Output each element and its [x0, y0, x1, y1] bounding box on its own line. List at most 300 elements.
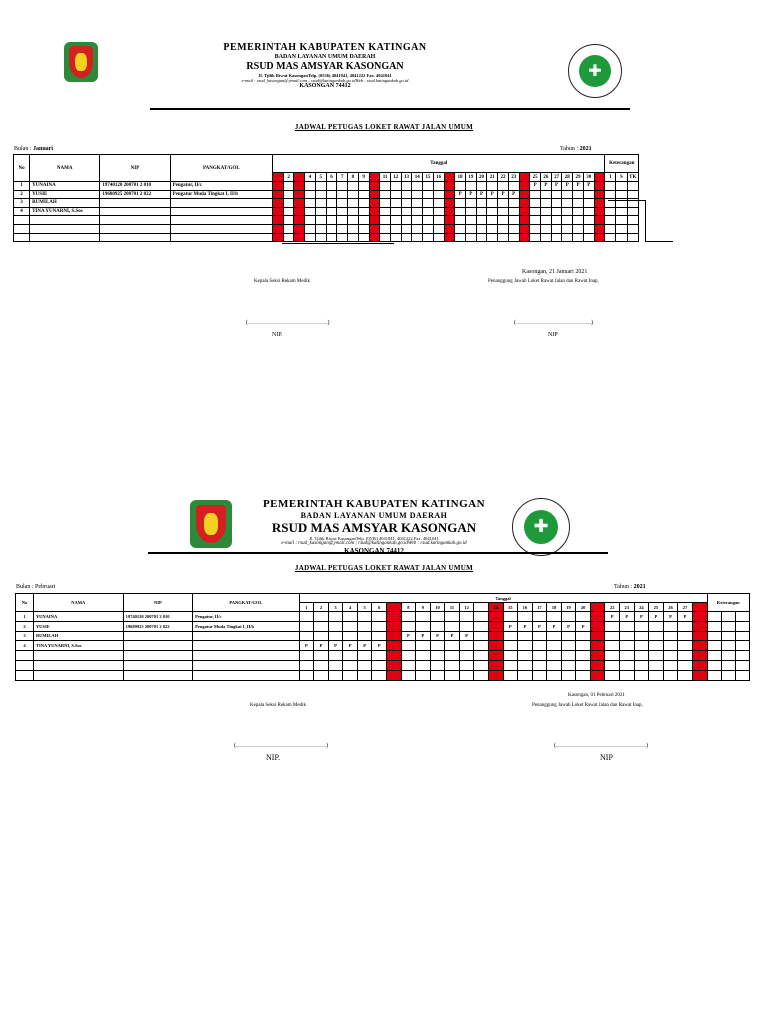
day-cell	[343, 612, 358, 622]
day-cell	[530, 216, 541, 225]
keterangan-cell	[721, 641, 735, 651]
signer-right-title: Penanggung Jawab Loket Rawat Jalan dan Rawat Inap,	[488, 279, 599, 284]
day-cell	[387, 631, 402, 641]
day-cell: P	[343, 641, 358, 651]
day-cell	[348, 207, 359, 216]
keterangan-cell	[627, 182, 639, 191]
day-cell	[663, 651, 678, 661]
cell-nip	[100, 199, 170, 208]
day-cell	[369, 216, 380, 225]
day-cell	[519, 190, 530, 199]
keterangan-cell	[616, 182, 627, 191]
day-cell	[465, 216, 476, 225]
day-cell	[430, 670, 445, 680]
day-cell	[433, 233, 444, 242]
day-cell	[326, 182, 337, 191]
katingan-regency-logo	[64, 42, 98, 82]
cell-pangkat	[193, 651, 300, 661]
day-cell	[590, 612, 605, 622]
day-cell	[634, 651, 649, 661]
cell-nama	[33, 670, 123, 680]
keterangan-cell	[707, 641, 721, 651]
day-cell	[590, 621, 605, 631]
day-cell	[620, 641, 635, 651]
cell-no: 2	[14, 190, 30, 199]
day-cell	[305, 216, 316, 225]
signer-right-nip: NIP	[548, 332, 558, 338]
day-cell	[337, 190, 348, 199]
day-cell	[315, 190, 326, 199]
day-cell	[294, 233, 305, 242]
day-cell	[573, 190, 584, 199]
day-cell	[358, 207, 369, 216]
day-cell	[412, 207, 423, 216]
cell-nip	[123, 651, 193, 661]
day-cell	[519, 233, 530, 242]
day-cell	[530, 233, 541, 242]
day-cell	[498, 182, 509, 191]
day-cell	[532, 641, 547, 651]
day-cell	[358, 190, 369, 199]
day-cell	[343, 621, 358, 631]
day-cell	[474, 621, 489, 631]
day-cell	[678, 670, 693, 680]
table-row	[16, 612, 750, 622]
day-header: 6	[372, 603, 387, 612]
day-cell	[519, 207, 530, 216]
cell-pangkat	[193, 670, 300, 680]
day-header: 4	[305, 173, 316, 182]
day-cell	[357, 621, 372, 631]
day-cell: P	[532, 621, 547, 631]
day-cell	[488, 670, 503, 680]
day-cell	[390, 224, 401, 233]
cell-nip	[100, 207, 170, 216]
day-cell	[294, 190, 305, 199]
day-cell	[541, 190, 552, 199]
letterhead-agency: BADAN LAYANAN UMUM DAERAH	[274, 53, 376, 60]
day-cell	[678, 651, 693, 661]
day-cell	[412, 182, 423, 191]
day-cell	[498, 216, 509, 225]
table-row	[16, 641, 750, 651]
col-header-nama: NAMA	[33, 594, 123, 612]
day-header: 23	[620, 603, 635, 612]
day-cell	[487, 216, 498, 225]
day-cell	[358, 182, 369, 191]
keterangan-cell	[735, 631, 749, 641]
day-cell	[547, 641, 562, 651]
day-cell	[551, 224, 562, 233]
cell-nama: YUNAINA	[33, 612, 123, 622]
keterangan-cell	[616, 190, 627, 199]
day-cell	[594, 216, 605, 225]
day-cell	[573, 207, 584, 216]
day-cell	[455, 199, 466, 208]
day-cell	[692, 660, 707, 670]
day-cell	[283, 233, 294, 242]
col-header-pangkat: PANGKAT/GOL	[193, 594, 300, 612]
cell-pangkat: Pengatur Muda Tingkat I, II/b	[170, 190, 272, 199]
day-header: 12	[390, 173, 401, 182]
day-cell	[663, 641, 678, 651]
keterangan-cell	[605, 190, 616, 199]
day-cell	[326, 207, 337, 216]
day-cell: P	[299, 641, 314, 651]
day-header: 18	[455, 173, 466, 182]
day-cell	[315, 224, 326, 233]
day-cell	[294, 207, 305, 216]
day-cell	[605, 641, 620, 651]
day-cell	[401, 670, 416, 680]
day-cell	[551, 216, 562, 225]
cell-nama	[30, 216, 100, 225]
day-cell	[583, 190, 594, 199]
day-cell	[430, 651, 445, 661]
day-cell	[416, 651, 431, 661]
day-cell	[561, 631, 576, 641]
keterangan-cell	[627, 190, 639, 199]
keterangan-cell	[721, 651, 735, 661]
keterangan-header: TK	[627, 173, 639, 182]
day-cell	[594, 182, 605, 191]
day-cell	[518, 651, 533, 661]
signer-left-name: (………………………………………)	[234, 743, 328, 749]
day-cell	[299, 612, 314, 622]
day-header	[594, 173, 605, 182]
day-cell	[583, 207, 594, 216]
table-row	[16, 651, 750, 661]
day-cell	[488, 621, 503, 631]
day-header: 16	[433, 173, 444, 182]
day-cell	[620, 660, 635, 670]
col-header-keterangan: Keterangan	[707, 594, 749, 612]
day-cell	[401, 641, 416, 651]
day-cell	[465, 233, 476, 242]
day-cell	[590, 651, 605, 661]
day-cell	[433, 224, 444, 233]
schedule-table	[15, 593, 750, 681]
day-header: 14	[412, 173, 423, 182]
signer-right-name: (………………………………..)	[514, 320, 593, 326]
day-cell	[459, 660, 474, 670]
day-cell	[423, 207, 434, 216]
day-cell: P	[476, 190, 487, 199]
keterangan-cell	[735, 621, 749, 631]
day-cell	[455, 233, 466, 242]
day-cell	[649, 631, 664, 641]
schedule-title: JADWAL PETUGAS LOKET RAWAT JALAN UMUM	[294, 564, 474, 572]
day-header	[474, 603, 489, 612]
day-header	[519, 173, 530, 182]
cell-nama: RUMILAH	[33, 631, 123, 641]
day-cell	[401, 612, 416, 622]
keterangan-cell	[605, 216, 616, 225]
day-cell	[401, 233, 412, 242]
day-cell	[487, 224, 498, 233]
day-cell	[283, 207, 294, 216]
year-label: Tahun : 2021	[614, 584, 646, 590]
day-cell	[444, 190, 455, 199]
day-cell	[532, 631, 547, 641]
day-cell	[348, 182, 359, 191]
day-cell	[401, 224, 412, 233]
day-header: 1	[299, 603, 314, 612]
day-cell	[283, 199, 294, 208]
day-cell	[283, 182, 294, 191]
keterangan-cell	[707, 651, 721, 661]
day-cell	[692, 641, 707, 651]
day-cell	[401, 182, 412, 191]
cell-no: 3	[16, 631, 34, 641]
schedule-page-february	[0, 488, 768, 938]
day-cell	[590, 670, 605, 680]
day-cell	[294, 199, 305, 208]
day-cell	[358, 216, 369, 225]
day-cell: P	[503, 621, 518, 631]
day-cell	[561, 612, 576, 622]
day-cell	[315, 216, 326, 225]
day-cell	[519, 182, 530, 191]
day-cell	[583, 216, 594, 225]
day-header	[273, 173, 284, 182]
day-cell	[459, 651, 474, 661]
day-cell	[576, 641, 591, 651]
day-cell	[444, 224, 455, 233]
keterangan-cell	[605, 233, 616, 242]
day-cell	[348, 224, 359, 233]
day-cell	[551, 233, 562, 242]
letterhead-government: PEMERINTAH KABUPATEN KATINGAN	[223, 42, 427, 53]
annotation-line	[645, 241, 673, 242]
table-row	[16, 631, 750, 641]
day-cell	[594, 199, 605, 208]
table-row	[14, 207, 639, 216]
day-header	[444, 173, 455, 182]
day-cell	[518, 612, 533, 622]
day-cell	[387, 612, 402, 622]
cell-nip	[123, 641, 193, 651]
day-header: 2	[314, 603, 329, 612]
cell-no: 1	[14, 182, 30, 191]
day-header: 8	[348, 173, 359, 182]
month-label: Bulan : Pebruari	[16, 584, 56, 590]
keterangan-cell	[721, 670, 735, 680]
day-cell: P	[583, 182, 594, 191]
day-cell	[530, 224, 541, 233]
day-cell	[583, 233, 594, 242]
letterhead-hospital: RSUD MAS AMSYAR KASONGAN	[246, 60, 404, 72]
day-cell	[576, 651, 591, 661]
day-header: 27	[678, 603, 693, 612]
day-header: 26	[541, 173, 552, 182]
signer-left-nip: NIP.	[272, 332, 283, 338]
day-cell	[387, 660, 402, 670]
letterhead-divider	[148, 552, 608, 554]
day-cell	[541, 207, 552, 216]
day-cell: P	[508, 190, 519, 199]
day-cell: P	[576, 621, 591, 631]
keterangan-cell	[721, 631, 735, 641]
day-cell	[273, 199, 284, 208]
annotation-line	[282, 243, 394, 244]
year-value: 2021	[633, 584, 646, 590]
day-cell	[508, 199, 519, 208]
table-row	[16, 660, 750, 670]
keterangan-cell	[627, 216, 639, 225]
cell-nama	[33, 660, 123, 670]
day-cell	[326, 199, 337, 208]
day-header: 11	[445, 603, 460, 612]
day-cell: P	[328, 641, 343, 651]
day-cell	[412, 224, 423, 233]
day-header: 21	[487, 173, 498, 182]
cell-nama	[30, 224, 100, 233]
day-cell	[508, 216, 519, 225]
day-cell	[459, 670, 474, 680]
day-header: 4	[343, 603, 358, 612]
day-cell	[401, 660, 416, 670]
cell-nama: TINA YUNARNI, S.Sos	[30, 207, 100, 216]
col-header-keterangan: Keterangan	[605, 155, 639, 173]
day-cell	[412, 190, 423, 199]
keterangan-cell	[627, 224, 639, 233]
keterangan-cell	[707, 612, 721, 622]
day-cell	[326, 224, 337, 233]
day-cell	[519, 216, 530, 225]
day-header	[294, 173, 305, 182]
day-cell	[583, 199, 594, 208]
day-cell	[273, 190, 284, 199]
day-cell	[530, 199, 541, 208]
signer-right-title: Penanggung Jawab Loket Rawat Jalan dan Rawat Inap,	[532, 703, 643, 708]
day-cell	[305, 224, 316, 233]
day-cell	[518, 670, 533, 680]
day-cell	[433, 190, 444, 199]
cell-pangkat: Pengatur, II/c	[193, 612, 300, 622]
day-cell	[401, 216, 412, 225]
day-header: 27	[551, 173, 562, 182]
day-cell	[541, 216, 552, 225]
day-cell	[283, 216, 294, 225]
day-cell	[314, 651, 329, 661]
annotation-line	[645, 200, 646, 242]
place-date: Kasongan, 21 Januari 2021	[522, 269, 588, 275]
day-cell	[455, 216, 466, 225]
col-header-tanggal: Tanggal	[273, 155, 605, 173]
day-cell	[401, 651, 416, 661]
day-cell	[605, 621, 620, 631]
day-cell	[273, 207, 284, 216]
day-cell	[562, 190, 573, 199]
day-cell	[299, 670, 314, 680]
day-cell	[518, 641, 533, 651]
day-cell	[476, 233, 487, 242]
day-cell	[573, 216, 584, 225]
day-cell	[445, 641, 460, 651]
day-cell	[430, 641, 445, 651]
day-cell	[380, 190, 391, 199]
day-cell	[372, 631, 387, 641]
letterhead-postal: KASONGAN 74412	[299, 83, 351, 90]
schedule-title: JADWAL PETUGAS LOKET RAWAT JALAN UMUM	[294, 123, 474, 131]
day-cell	[387, 670, 402, 680]
day-cell	[416, 612, 431, 622]
day-cell	[372, 660, 387, 670]
day-cell	[518, 631, 533, 641]
day-cell: P	[678, 612, 693, 622]
day-cell	[314, 612, 329, 622]
table-row	[14, 199, 639, 208]
day-header: 9	[416, 603, 431, 612]
day-cell	[380, 199, 391, 208]
place-date: Kasongan, 01 Pebruari 2021	[568, 693, 625, 698]
day-cell	[455, 207, 466, 216]
day-cell	[294, 224, 305, 233]
day-cell	[390, 199, 401, 208]
letterhead-divider	[150, 108, 630, 110]
day-cell	[315, 182, 326, 191]
cell-no	[14, 224, 30, 233]
cell-nip: 19740120 200701 2 010	[123, 612, 193, 622]
day-cell	[498, 224, 509, 233]
day-cell	[503, 651, 518, 661]
day-cell	[663, 660, 678, 670]
keterangan-cell	[735, 651, 749, 661]
keterangan-cell	[721, 660, 735, 670]
day-cell	[416, 660, 431, 670]
katingan-regency-logo	[190, 500, 232, 548]
day-cell	[299, 660, 314, 670]
keterangan-cell	[721, 621, 735, 631]
day-cell: P	[547, 621, 562, 631]
col-header-nama: NAMA	[30, 155, 100, 182]
day-cell	[372, 621, 387, 631]
day-cell	[337, 216, 348, 225]
day-cell: P	[562, 182, 573, 191]
day-cell: P	[620, 612, 635, 622]
day-cell	[530, 190, 541, 199]
signer-right-nip: NIP	[600, 753, 613, 762]
keterangan-cell	[707, 621, 721, 631]
day-cell	[576, 612, 591, 622]
day-cell	[474, 670, 489, 680]
day-header: 11	[380, 173, 391, 182]
cell-nama	[30, 233, 100, 242]
day-cell	[573, 224, 584, 233]
day-cell	[547, 612, 562, 622]
day-cell	[444, 207, 455, 216]
day-cell	[357, 612, 372, 622]
day-cell	[649, 670, 664, 680]
day-cell	[519, 224, 530, 233]
day-cell	[305, 233, 316, 242]
signer-right-name: (………………………………………)	[554, 743, 648, 749]
day-cell: P	[561, 621, 576, 631]
letterhead-agency: BADAN LAYANAN UMUM DAERAH	[300, 510, 448, 520]
rsud-hospital-logo: ✚	[568, 44, 622, 98]
day-cell	[416, 670, 431, 680]
keterangan-cell	[735, 670, 749, 680]
cell-no	[16, 660, 34, 670]
table-row	[14, 216, 639, 225]
day-cell	[390, 216, 401, 225]
year-label: Tahun : 2021	[560, 146, 592, 152]
signer-left-name: (………………………………….)	[246, 320, 330, 326]
cell-pangkat	[170, 224, 272, 233]
day-header: 9	[358, 173, 369, 182]
day-cell	[305, 207, 316, 216]
